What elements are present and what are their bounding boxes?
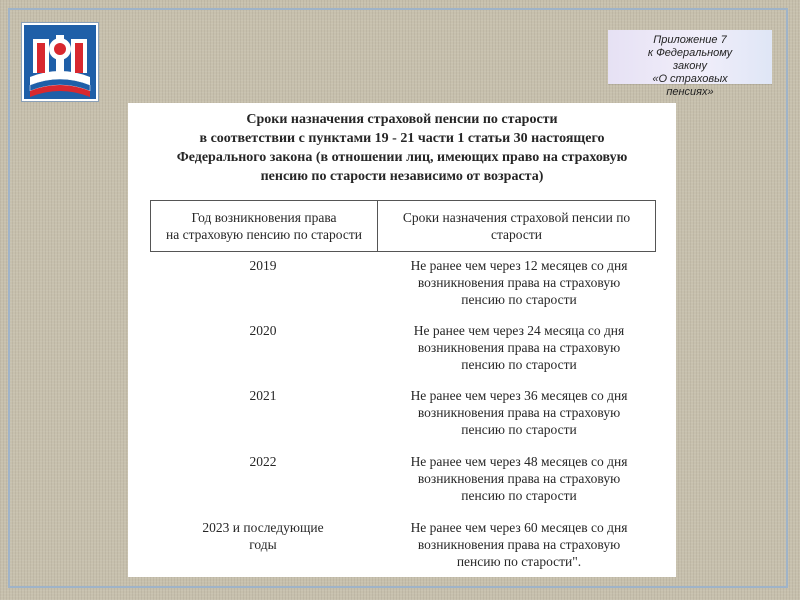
title-line: Сроки назначения страховой пенсии по старости: [246, 112, 558, 127]
table-row: [150, 387, 656, 449]
year-cell: [150, 519, 376, 553]
appendix-line: пенсиях»: [666, 86, 714, 98]
term-text: пенсию по старости: [461, 422, 577, 437]
term-cell: [382, 387, 656, 438]
year-text: 2020: [249, 323, 277, 338]
term-text: Не ранее чем через 24 месяца со дня: [413, 323, 625, 338]
table-header: [150, 200, 656, 252]
year-cell: [150, 387, 376, 404]
term-cell: [382, 257, 656, 308]
header-text: на страховую пенсию по старости: [166, 227, 362, 242]
year-text: 2021: [249, 388, 277, 403]
year-cell: [150, 322, 376, 339]
year-cell: [150, 257, 376, 274]
term-cell: [382, 519, 656, 570]
term-text: пенсию по старости".: [456, 554, 582, 569]
year-cell: [150, 453, 376, 470]
year-text: 2019: [249, 258, 277, 273]
document-scan: [128, 103, 676, 577]
year-text: годы: [249, 537, 277, 552]
term-text: возникновения права на страховую: [417, 405, 621, 420]
term-text: Не ранее чем через 36 месяцев со дня: [410, 388, 628, 403]
appendix-line: Приложение 7: [653, 34, 727, 46]
term-text: Не ранее чем через 60 месяцев со дня: [410, 520, 628, 535]
term-text: пенсию по старости: [461, 292, 577, 307]
header-term-cell: [378, 201, 655, 251]
appendix-line: «О страховых: [652, 73, 728, 85]
header-text: старости: [490, 227, 542, 242]
header-text: Год возникновения права: [191, 210, 337, 225]
year-text: 2022: [249, 454, 277, 469]
term-text: возникновения права на страховую: [417, 471, 621, 486]
header-year-cell: [151, 201, 378, 251]
term-cell: [382, 322, 656, 373]
title-line: пенсию по старости независимо от возраста): [260, 169, 544, 184]
appendix-line: к Федеральному: [647, 47, 733, 59]
term-text: возникновения права на страховую: [417, 537, 621, 552]
term-text: возникновения права на страховую: [417, 340, 621, 355]
table-row: [150, 257, 656, 319]
header-text: Сроки назначения страховой пенсии по: [402, 210, 631, 225]
term-text: Не ранее чем через 12 месяцев со дня: [410, 258, 628, 273]
document-title: [128, 110, 676, 186]
pension-fund-logo-icon: [22, 23, 98, 101]
term-text: возникновения права на страховую: [417, 275, 621, 290]
appendix-line: закону: [673, 60, 707, 72]
term-cell: [382, 453, 656, 504]
table-row: [150, 519, 656, 581]
year-text: 2023 и последующие: [202, 520, 324, 535]
table-row: [150, 453, 656, 515]
term-text: Не ранее чем через 48 месяцев со дня: [410, 454, 628, 469]
table-row: [150, 322, 656, 384]
title-line: Федерального закона (в отношении лиц, имеющих право на страховую: [176, 150, 628, 165]
appendix-note: [608, 30, 772, 98]
title-line: в соответствии с пунктами 19 - 21 части 1 статьи 30 настоящего: [199, 131, 605, 146]
term-text: пенсию по старости: [461, 357, 577, 372]
term-text: пенсию по старости: [461, 488, 577, 503]
